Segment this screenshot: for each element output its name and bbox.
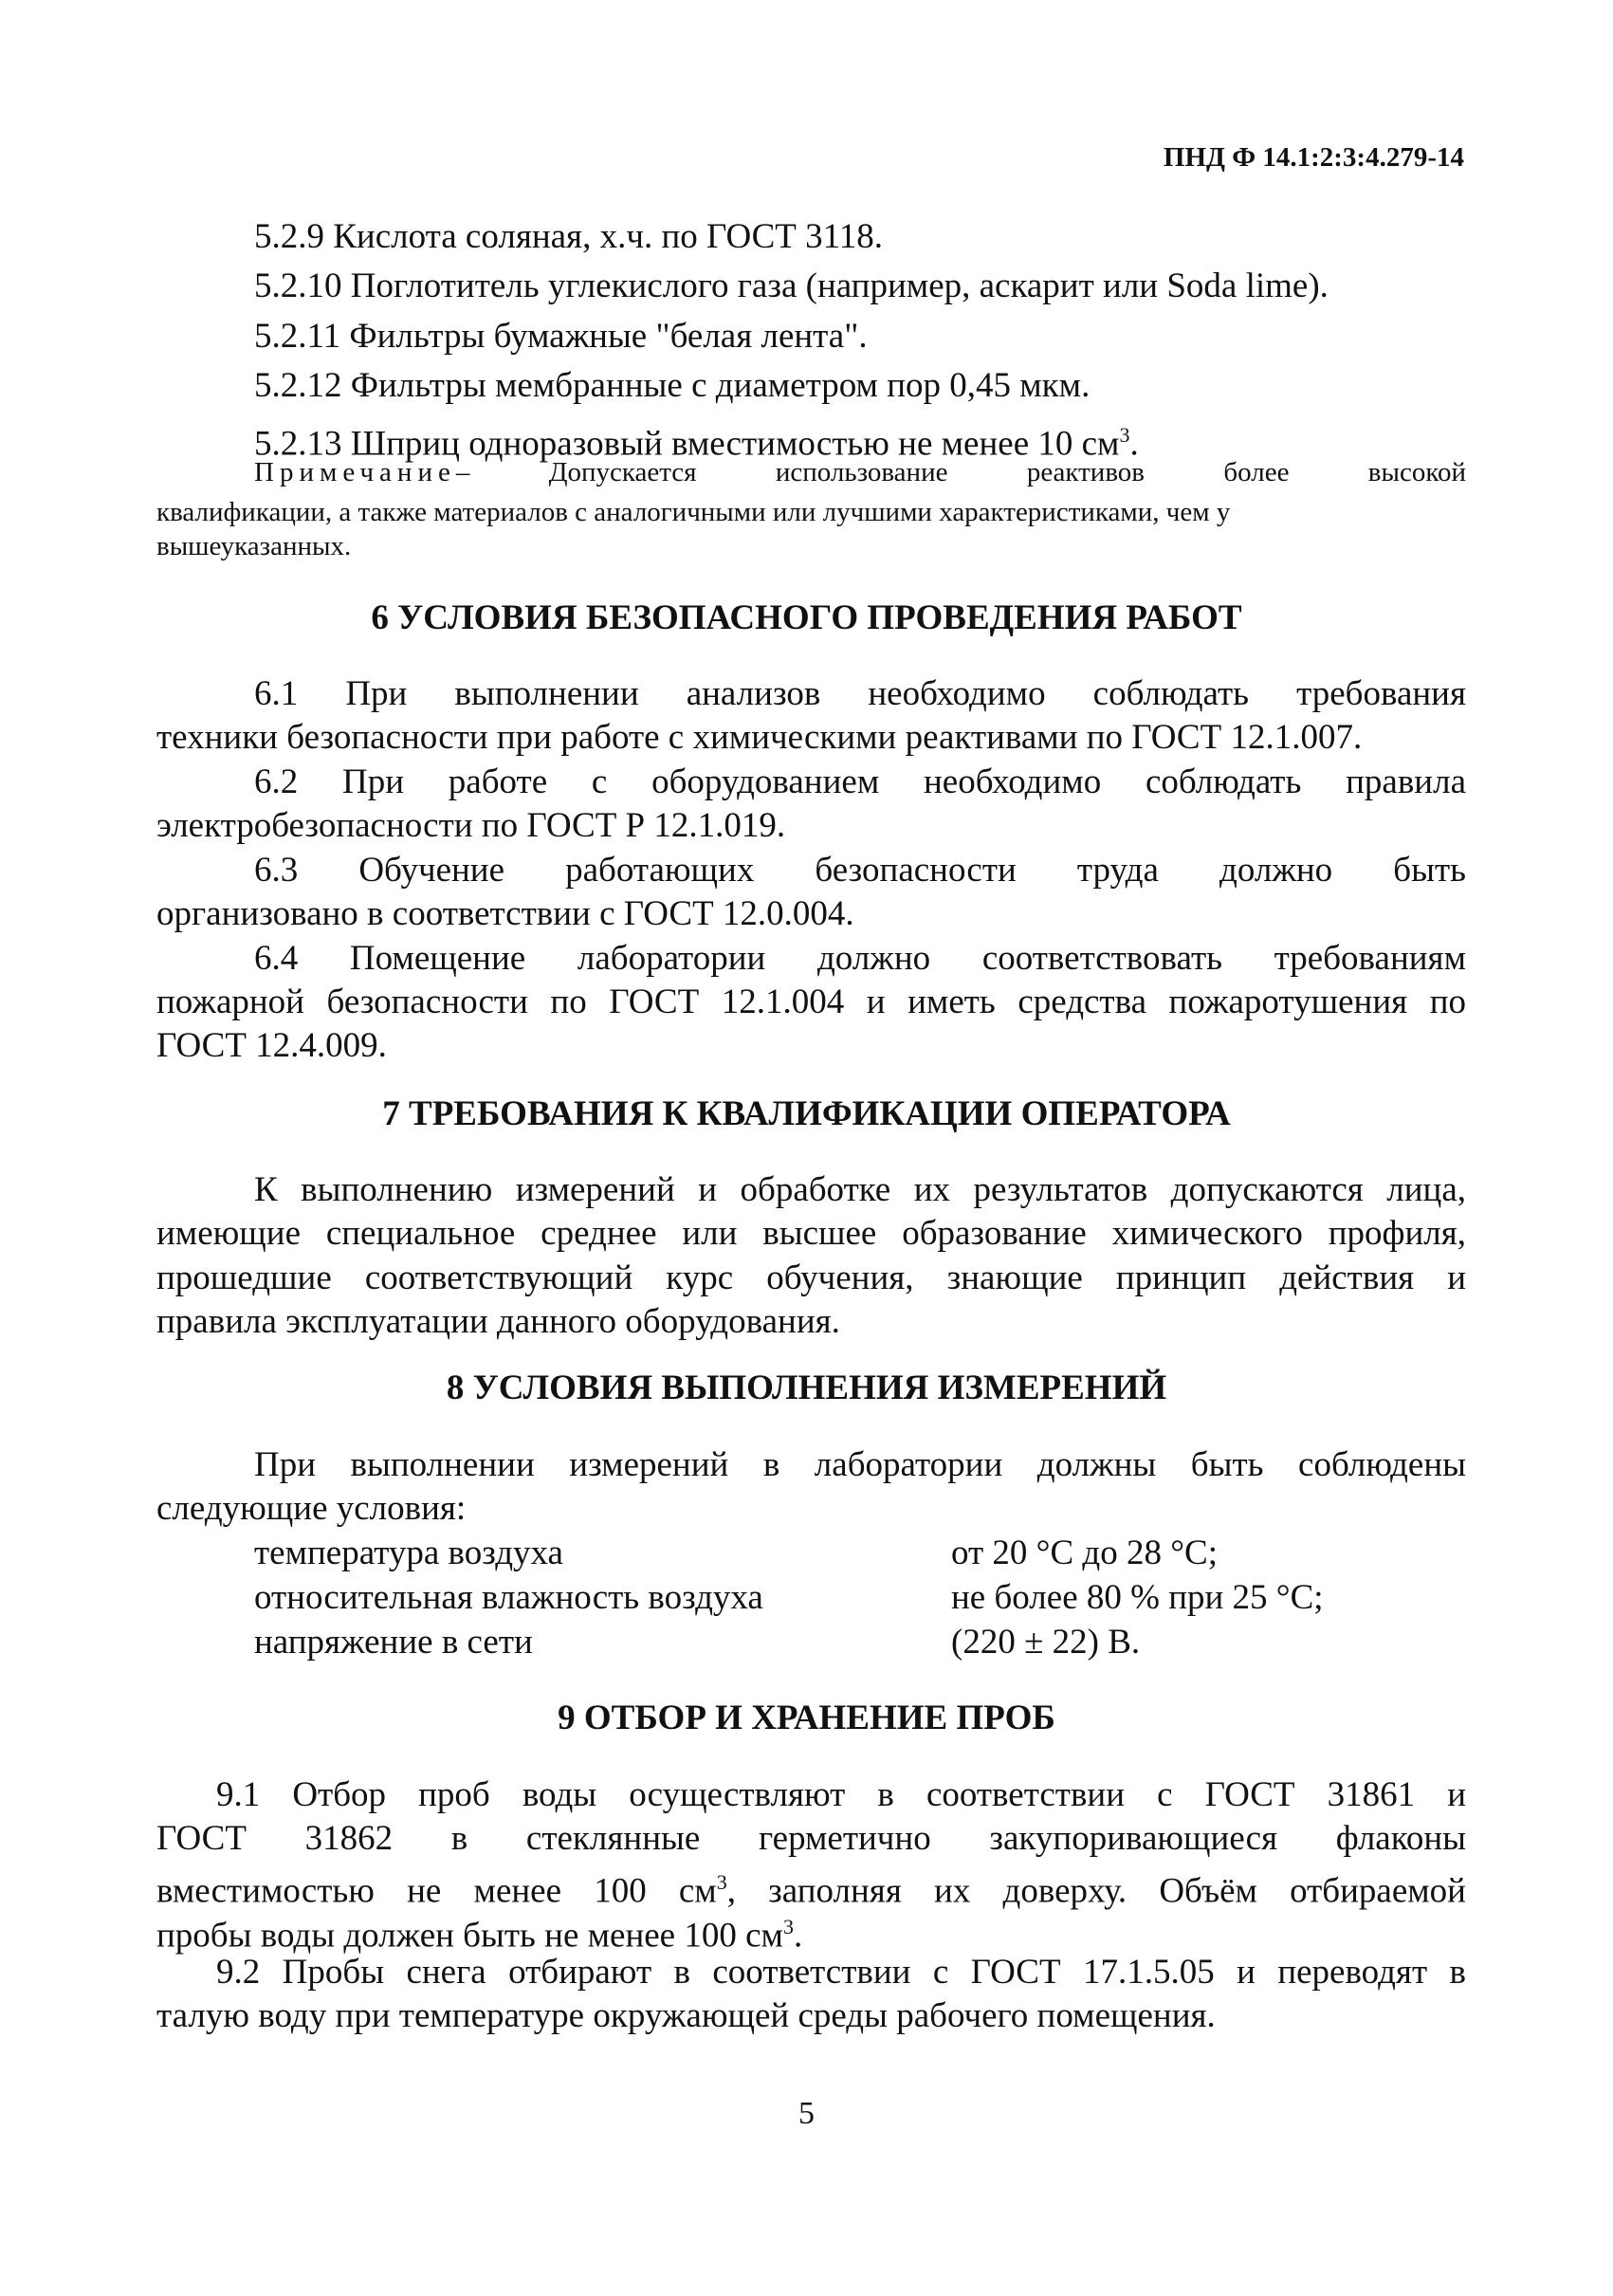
s9-line-4: пробы воды должен быть не менее 100 $см^3$. <box>156 1915 803 1956</box>
s6-line-2: техники безопасности при работе с химическими реактивами по ГОСТ 12.1.007. <box>156 718 1363 757</box>
list-item-5-2-10: 5.2.10 Поглотитель углекислого газа (например, аскарит или Soda lime). <box>254 266 1329 305</box>
note-line-3: вышеуказанных. <box>156 531 352 561</box>
list-item-5-2-12: 5.2.12 Фильтры мембранные с диаметром пор 0,45 мкм. <box>254 366 1091 405</box>
condition-label-voltage: напряжение в сети <box>254 1623 533 1662</box>
s7-line-2: имеющие специальное среднее или высшее образование химического профиля, <box>156 1214 1466 1253</box>
s9-line-1: 9.1 Отбор проб воды осуществляют в соответствии с ГОСТ 31861 и <box>216 1775 1466 1814</box>
condition-value-humidity: не более 80 % при 25 °С; <box>951 1578 1324 1617</box>
s6-line-1: 6.1 При выполнении анализов необходимо соблюдать требования <box>254 674 1466 713</box>
s9-line-3: вместимостью не менее 100 $см^3$, заполняя их доверху. Объём отбираемой <box>156 1870 1466 1911</box>
s6-line-6: организовано в соответствии с ГОСТ 12.0.004. <box>156 894 854 933</box>
s8-line-1: При выполнении измерений в лаборатории должны быть соблюдены <box>254 1445 1466 1484</box>
s7-line-4: правила эксплуатации данного оборудования. <box>156 1302 840 1341</box>
section-8-title: 8 УСЛОВИЯ ВЫПОЛНЕНИЯ ИЗМЕРЕНИЙ <box>446 1368 1167 1407</box>
list-item-5-2-9: 5.2.9 Кислота соляная, х.ч. по ГОСТ 3118. <box>254 217 884 256</box>
condition-label-temperature: температура воздуха <box>254 1534 563 1572</box>
s8-line-2: следующие условия: <box>156 1489 467 1528</box>
note-label: Примечание <box>254 457 456 487</box>
list-item-5-2-13: 5.2.13 Шприц одноразовый вместимостью не менее 10 $см^3$. <box>254 423 1139 464</box>
condition-value-voltage: (220 ± 22) В. <box>951 1623 1141 1662</box>
s9-line-2: ГОСТ 31862 в стеклянные герметично закупоривающиеся флаконы <box>156 1819 1466 1858</box>
s6-line-3: 6.2 При работе с оборудованием необходимо соблюдать правила <box>254 762 1466 801</box>
document-code-header: ПНД Ф 14.1:2:3:4.279-14 <box>1163 142 1464 173</box>
note-line-2: квалификации, а также материалов с аналогичными или лучшими характеристиками, чем у <box>156 497 1231 527</box>
section-9-title: 9 ОТБОР И ХРАНЕНИЕ ПРОБ <box>558 1699 1055 1737</box>
note-line-1: Примечание– Допускается использование реактивов более высокой <box>254 457 1466 487</box>
condition-value-temperature: от 20 °С до 28 °С; <box>951 1534 1218 1572</box>
s6-line-5: 6.3 Обучение работающих безопасности труда должно быть <box>254 851 1466 890</box>
s7-line-1: К выполнению измерений и обработке их результатов допускаются лица, <box>254 1170 1466 1209</box>
page-number: 5 <box>798 2096 815 2131</box>
section-6-title: 6 УСЛОВИЯ БЕЗОПАСНОГО ПРОВЕДЕНИЯ РАБОТ <box>371 598 1242 637</box>
s9-line-6: талую воду при температуре окружающей среды рабочего помещения. <box>156 1996 1216 2035</box>
condition-label-humidity: относительная влажность воздуха <box>254 1578 763 1617</box>
s6-line-9: ГОСТ 12.4.009. <box>156 1026 387 1065</box>
section-7-title: 7 ТРЕБОВАНИЯ К КВАЛИФИКАЦИИ ОПЕРАТОРА <box>382 1094 1231 1133</box>
s9-line-5: 9.2 Пробы снега отбирают в соответствии с ГОСТ 17.1.5.05 и переводят в <box>216 1953 1466 1992</box>
s6-line-4: электробезопасности по ГОСТ Р 12.1.019. <box>156 806 786 845</box>
s6-line-7: 6.4 Помещение лаборатории должно соответствовать требованиям <box>254 939 1466 978</box>
s6-line-8: пожарной безопасности по ГОСТ 12.1.004 и иметь средства пожаротушения по <box>156 983 1466 1021</box>
list-item-5-2-11: 5.2.11 Фильтры бумажные "белая лента". <box>254 317 868 356</box>
s7-line-3: прошедшие соответствующий курс обучения, знающие принцип действия и <box>156 1258 1466 1297</box>
